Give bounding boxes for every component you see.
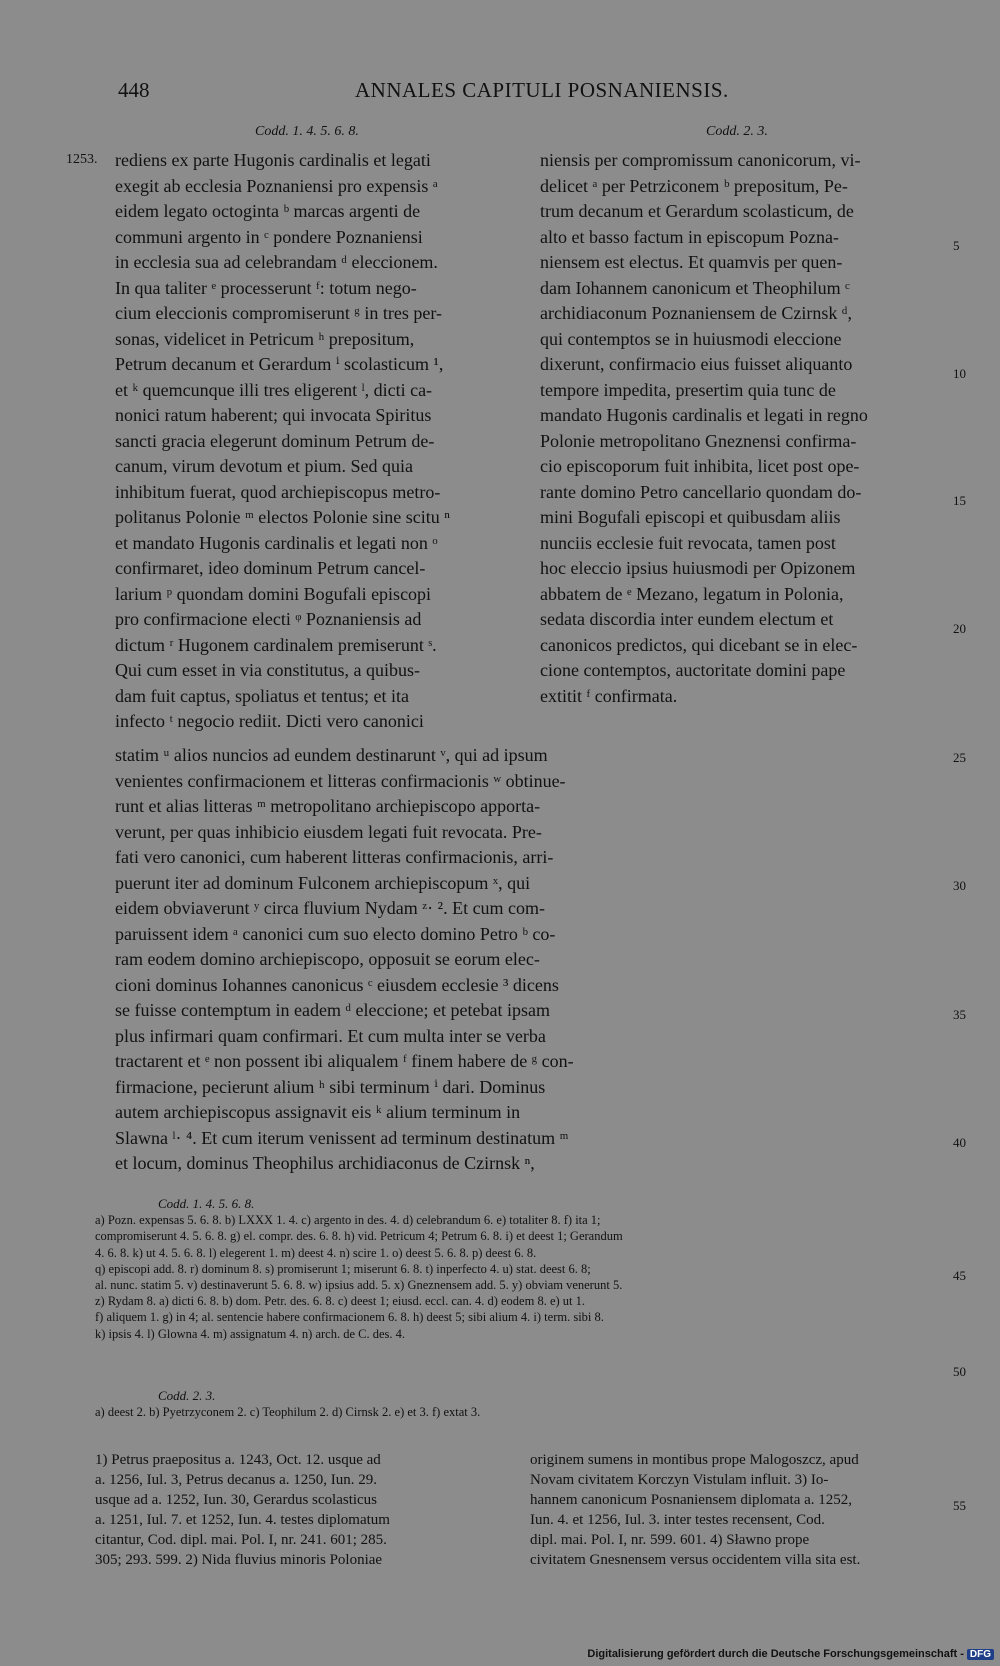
left-text-column [115, 148, 527, 735]
text-line: sonas, videlicet in Petricum ʰ prepositum, [115, 328, 415, 349]
text-line: cium eleccionis compromiserunt ᵍ in tres per- [115, 303, 442, 323]
text-line: 1) Petrus praepositus a. 1243, Oct. 12. usque ad [95, 1452, 381, 1468]
text-line: delicet ᵃ per Petrziconem ᵇ prepositum, Pe- [540, 175, 848, 196]
text-line: compromiserunt 4. 5. 6. 8. g) el. compr. des. 6. 8. h) vid. Petricum 4; Petrum 6. 8. i) et deest 1; Gerandum [95, 1229, 623, 1244]
text-line: Slawna ˡ· ⁴. Et cum iterum venissent ad terminum destinatum ᵐ [115, 1127, 569, 1148]
full-width-text [115, 743, 945, 1177]
text-line: dixerunt, confirmacio eius fuisset aliquanto [540, 354, 853, 374]
text-line: firmacione, pecierunt alium ʰ sibi terminum ⁱ dari. Dominus [115, 1076, 546, 1097]
text-line: Qui cum esset in via constitutus, a quibus- [115, 660, 420, 680]
apparatus-line: a) deest 2. b) Pyetrzyconem 2. c) Teophilum 2. d) Cirnsk 2. e) et 3. f) extat 3. [95, 1405, 481, 1420]
text-line: rante domino Petro cancellario quondam do- [540, 481, 862, 502]
text-line: z) Rydam 8. a) dicti 6. 8. b) dom. Petr. des. 6. 8. c) deest 1; eiusd. eccl. can. 4. d) eodem 8. e) ut 1. [95, 1294, 585, 1309]
text-line: sedata discordia inter eundem electum et [540, 609, 834, 629]
credit-text: Digitalisierung gefördert durch die Deutsche Forschungsgemeinschaft - [587, 1648, 964, 1660]
apparatus-heading: Codd. 1. 4. 5. 6. 8. [158, 1196, 255, 1211]
footnotes-left [95, 1450, 515, 1570]
line-number: 45 [953, 1268, 966, 1283]
text-line: hoc eleccio ipsius huiusmodi per Opizonem [540, 558, 856, 578]
line-number: 30 [953, 878, 966, 893]
codices-label-left: Codd. 1. 4. 5. 6. 8. [255, 124, 359, 139]
text-line: ram eodem domino archiepiscopo, opposuit se eorum elec- [115, 949, 540, 969]
line-number: 15 [953, 493, 966, 508]
text-line: canonicos predictos, qui dicebant se in elec- [540, 634, 858, 655]
text-line: rediens ex parte Hugonis cardinalis et legati [115, 150, 431, 170]
text-line: autem archiepiscopus assignavit eis ᵏ alium terminum in [115, 1102, 521, 1122]
apparatus-codd-1 [95, 1196, 950, 1342]
text-line: cione contemptos, auctoritate domini pape [540, 660, 846, 680]
text-line: mini Bogufali episcopi et quibusdam aliis [540, 507, 841, 527]
text-line: abbatem de ᵉ Mezano, legatum in Polonia, [540, 583, 844, 604]
text-line: dam fuit captus, spoliatus et tentus; et ita [115, 685, 409, 706]
text-line: trum decanum et Gerardum scolasticum, de [540, 201, 854, 221]
text-line: infecto ᵗ negocio rediit. Dicti vero canonici [115, 711, 424, 731]
text-line: sancti gracia elegerunt dominum Petrum de- [115, 430, 435, 451]
text-line: runt et alias litteras ᵐ metropolitano archiepiscopo apporta- [115, 796, 541, 816]
text-line: tempore impedita, presertim quia tunc de [540, 379, 836, 400]
text-line: politanus Polonie ᵐ electos Polonie sine scitu ⁿ [115, 507, 450, 527]
text-line: se fuisse contemptum in eadem ᵈ eleccione; et petebat ipsam [115, 1000, 550, 1020]
text-line: in ecclesia sua ad celebrandam ᵈ eleccionem. [115, 252, 438, 272]
text-line: 4. 6. 8. k) ut 4. 5. 6. 8. l) elegerent 1. m) deest 4. n) scire 1. o) deest 5. 6. 8. p) deest 6. 8. [95, 1245, 537, 1260]
dfg-logo: DFG [967, 1649, 994, 1660]
text-line: Petrum decanum et Gerardum ⁱ scolasticum ¹, [115, 354, 444, 374]
text-line: et locum, dominus Theophilus archidiaconus de Czirnsk ⁿ, [115, 1153, 535, 1173]
text-line: qui contemptos se in huiusmodi eleccione [540, 328, 842, 349]
text-line: Iun. 4. et 1256, Iul. 3. inter testes recensent, Cod. [530, 1512, 825, 1528]
text-line: cioni dominus Iohannes canonicus ᶜ eiusdem ecclesie ³ dicens [115, 974, 559, 995]
text-line: venientes confirmacionem et litteras confirmacionis ʷ obtinue- [115, 770, 566, 791]
line-number: 20 [953, 621, 966, 636]
text-line: q) episcopi add. 8. r) dominum 8. s) promiserunt 1; miserunt 6. 8. t) inperfecto 4. u) stat. deest 6. 8; [95, 1261, 591, 1276]
footnotes-right [530, 1450, 945, 1570]
text-line: nunciis ecclesie fuit revocata, tamen post [540, 532, 836, 553]
digitization-credit [587, 1648, 994, 1660]
text-line: confirmaret, ideo dominum Petrum cancel- [115, 558, 426, 578]
text-line: a) Pozn. expensas 5. 6. 8. b) LXXX 1. 4. c) argento in des. 4. d) celebrandum 6. e) totaliter 8. f) ita 1; [95, 1213, 601, 1228]
text-line: niensem est electus. Et quamvis per quen- [540, 252, 843, 272]
text-line: Polonie metropolitano Gneznensi confirma- [540, 430, 857, 451]
text-line: canum, virum devotum et pium. Sed quia [115, 456, 413, 476]
right-text-column [540, 148, 944, 709]
text-line: dictum ʳ Hugonem cardinalem premiserunt ˢ. [115, 634, 437, 655]
text-line: inhibitum fuerat, quod archiepiscopus metro- [115, 481, 441, 502]
text-line: et mandato Hugonis cardinalis et legati non ᵒ [115, 532, 438, 553]
text-line: plus infirmari quam confirmari. Et cum multa inter se verba [115, 1025, 546, 1046]
text-line: cio episcoporum fuit inhibita, licet post ope- [540, 456, 860, 476]
line-number: 50 [953, 1364, 966, 1379]
text-line: al. nunc. statim 5. v) destinaverunt 5. 6. 8. w) ipsius add. 5. x) Gneznensem add. 5. y) obviam venerunt 5. [95, 1278, 623, 1293]
text-line: exegit ab ecclesia Poznaniensi pro expensis ᵃ [115, 175, 438, 196]
text-line: citantur, Cod. dipl. mai. Pol. I, nr. 241. 601; 285. [95, 1532, 387, 1548]
page-number: 448 [118, 78, 150, 102]
text-line: pro confirmacione electi ᵠ Poznaniensis ad [115, 609, 422, 629]
text-line: mandato Hugonis cardinalis et legati in regno [540, 405, 868, 425]
text-line: civitatem Gnesnensem versus occidentem villa sita est. [530, 1552, 861, 1568]
text-line: In qua taliter ᵉ processerunt ᶠ: totum nego- [115, 277, 417, 298]
line-number: 35 [953, 1007, 966, 1022]
line-number: 10 [953, 366, 966, 381]
text-line: et ᵏ quemcunque illi tres eligerent ˡ, dicti ca- [115, 379, 433, 400]
text-line: fati vero canonici, cum haberent litteras confirmacionis, arri- [115, 847, 554, 867]
text-line: hannem canonicum Posnaniensem diplomata a. 1252, [530, 1492, 853, 1508]
text-line: 305; 293. 599. 2) Nida fluvius minoris Poloniae [95, 1552, 383, 1568]
text-line: Novam civitatem Korczyn Vistulam influit. 3) Io- [530, 1472, 829, 1488]
line-number: 40 [953, 1135, 966, 1150]
line-number: 55 [953, 1498, 966, 1513]
codices-label-right: Codd. 2. 3. [706, 124, 768, 139]
text-line: puerunt iter ad dominum Fulconem archiepiscopum ˣ, qui [115, 872, 531, 893]
text-line: communi argento in ᶜ pondere Poznaniensi [115, 226, 423, 247]
text-line: a. 1251, Iul. 7. et 1252, Iun. 4. testes diplomatum [95, 1512, 390, 1528]
text-line: archidiaconum Poznaniensem de Czirnsk ᵈ, [540, 303, 853, 323]
text-line: statim ᵘ alios nuncios ad eundem destinarunt ᵛ, qui ad ipsum [115, 745, 548, 765]
line-number: 25 [953, 750, 966, 765]
running-head: ANNALES CAPITULI POSNANIENSIS. [355, 78, 729, 102]
text-line: originem sumens in montibus prope Malogoszcz, apud [530, 1452, 859, 1468]
apparatus-lines [95, 1212, 950, 1342]
text-line: alto et basso factum in episcopum Pozna- [540, 226, 839, 247]
text-line: a. 1256, Iul. 3, Petrus decanus a. 1250, Iun. 29. [95, 1472, 378, 1488]
text-line: eidem legato octoginta ᵇ marcas argenti de [115, 201, 421, 221]
year-marginal: 1253. [66, 152, 98, 167]
text-line: larium ᵖ quondam domini Bogufali episcopi [115, 583, 432, 604]
text-line: dam Iohannem canonicum et Theophilum ᶜ [540, 277, 850, 298]
text-line: paruissent idem ᵃ canonici cum suo electo domino Petro ᵇ co- [115, 923, 556, 944]
apparatus-codd-2 [95, 1388, 950, 1420]
text-line: nonici ratum haberent; qui invocata Spiritus [115, 405, 432, 425]
text-line: verunt, per quas inhibicio eiusdem legati fuit revocata. Pre- [115, 821, 542, 842]
text-line: k) ipsis 4. l) Glowna 4. m) assignatum 4. n) arch. de C. des. 4. [95, 1326, 406, 1341]
text-line: usque ad a. 1252, Iun. 30, Gerardus scolasticus [95, 1492, 378, 1508]
text-line: niensis per compromissum canonicorum, vi- [540, 150, 861, 170]
text-line: dipl. mai. Pol. I, nr. 599. 601. 4) Sławno prope [530, 1532, 810, 1548]
line-number: 5 [953, 238, 960, 253]
text-line: f) aliquem 1. g) in 4; al. sentencie habere confirmacionem 6. 8. h) deest 5; sibi alium 4. i) term. sibi 8. [95, 1310, 604, 1325]
apparatus-heading: Codd. 2. 3. [158, 1388, 216, 1403]
text-line: extitit ᶠ confirmata. [540, 685, 678, 706]
text-line: eidem obviaverunt ʸ circa fluvium Nydam ᶻ· ². Et cum com- [115, 898, 546, 918]
text-line: tractarent et ᵉ non possent ibi aliqualem ᶠ finem habere de ᵍ con- [115, 1051, 574, 1071]
